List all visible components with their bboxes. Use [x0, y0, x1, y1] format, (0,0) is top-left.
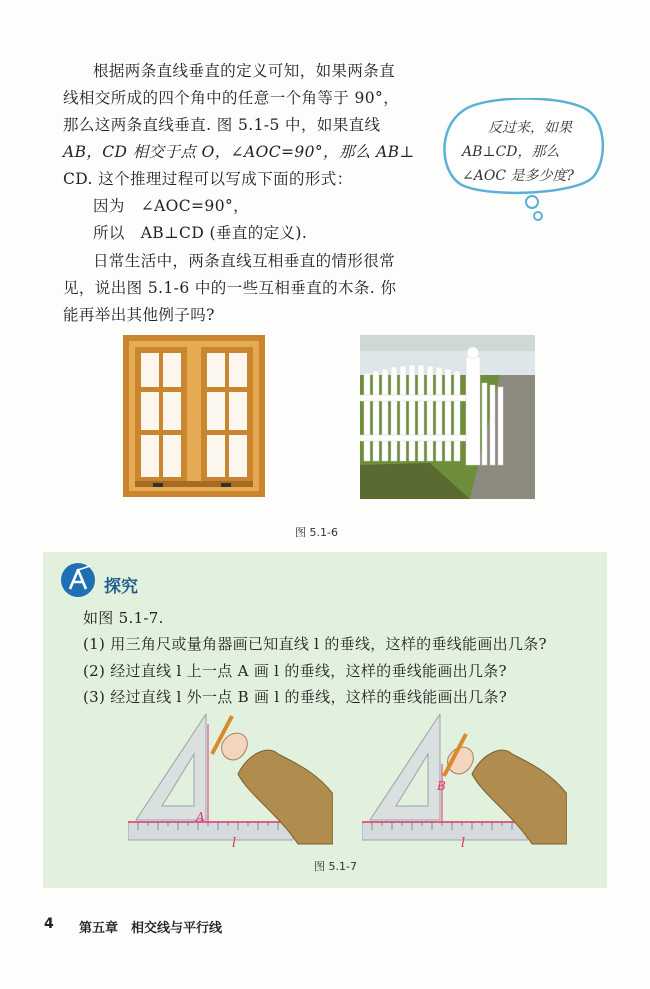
- explore-question: (1) 用三角尺或量角器画已知直线 l 的垂线，这样的垂线能画出几条?: [83, 635, 547, 653]
- intro-line: 那么这两条直线垂直. 图 5.1-5 中，如果直线: [63, 116, 381, 134]
- bubble-line: 反过来，如果: [488, 120, 572, 136]
- explore-intro: 如图 5.1-7.: [83, 609, 164, 627]
- daily-line: 日常生活中，两条直线互相垂直的情形很常: [93, 252, 396, 270]
- point-b-label: B: [437, 779, 446, 793]
- bubble-line: ∠AOC 是多少度?: [462, 168, 574, 184]
- figure-517-caption: 图 5.1-7: [314, 860, 357, 873]
- chapter-title: 第五章 相交线与平行线: [79, 921, 223, 936]
- daily-line: 能再举出其他例子吗?: [63, 306, 215, 324]
- explore-question: (2) 经过直线 l 上一点 A 画 l 的垂线，这样的垂线能画出几条?: [83, 662, 507, 680]
- because-line: 因为 ∠AOC=90°，: [93, 197, 250, 215]
- point-a-label: A: [196, 810, 205, 824]
- page-number: 4: [44, 916, 54, 932]
- window-photo: [123, 335, 265, 497]
- line-l-label-left: l: [232, 836, 237, 851]
- intro-paragraph: [63, 58, 418, 247]
- line-l-label-right: l: [461, 836, 466, 851]
- daily-line: 见，说出图 5.1-6 中的一些互相垂直的木条. 你: [63, 279, 397, 297]
- explore-question: (3) 经过直线 l 外一点 B 画 l 的垂线，这样的垂线能画出几条?: [83, 688, 508, 706]
- figure-516-caption: 图 5.1-6: [295, 526, 338, 539]
- fence-photo: [360, 335, 535, 499]
- therefore-line: 所以 AB⊥CD (垂直的定义).: [93, 224, 308, 242]
- bubble-text: [462, 116, 602, 188]
- explore-icon: [60, 562, 96, 598]
- set-square-illustration-left: [128, 714, 333, 849]
- set-square-illustration-right: [362, 714, 567, 849]
- intro-line: 根据两条直线垂直的定义可知，如果两条直: [93, 62, 396, 80]
- intro-line: AB，CD 相交于点 O，∠AOC=90°，那么 AB⊥: [63, 143, 415, 161]
- daily-paragraph: [63, 248, 418, 329]
- intro-line: CD. 这个推理过程可以写成下面的形式：: [63, 170, 353, 188]
- bubble-line: AB⊥CD，那么: [462, 144, 560, 160]
- intro-line: 线相交所成的四个角中的任意一个角等于 90°，: [63, 89, 400, 107]
- explore-title: 探究: [104, 577, 138, 597]
